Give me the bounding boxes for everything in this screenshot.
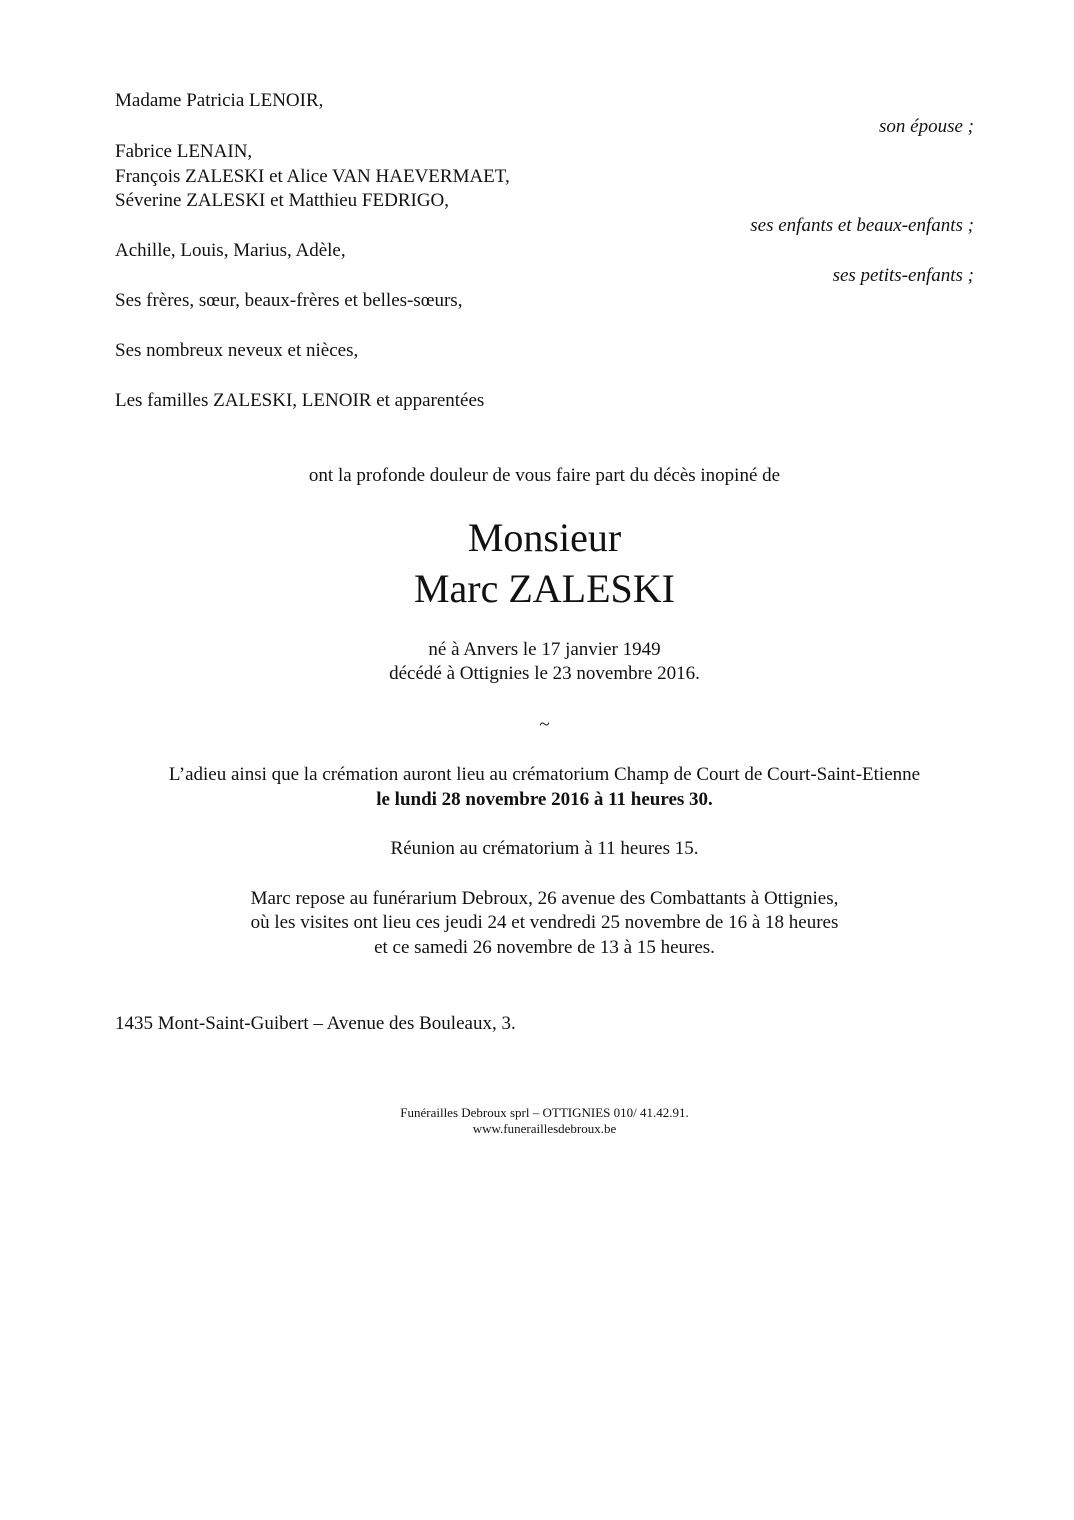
- visit-line: Marc repose au funérarium Debroux, 26 avenue des Combattants à Ottignies,: [250, 888, 839, 909]
- children-role: ses enfants et beaux-enfants ;: [750, 215, 974, 236]
- visit-line: et ce samedi 26 novembre de 13 à 15 heures.: [374, 937, 715, 958]
- spouse-role: son épouse ;: [879, 116, 974, 137]
- nephews-line: Ses nombreux neveux et nièces,: [115, 340, 359, 361]
- deceased-name: Marc ZALESKI: [413, 566, 676, 611]
- siblings-line: Ses frères, sœur, beaux-frères et belles-sœurs,: [115, 290, 463, 311]
- footer-company: Funérailles Debroux sprl – OTTIGNIES 010/ 41.42.91.: [400, 1105, 689, 1120]
- birth-line: né à Anvers le 17 janvier 1949: [428, 639, 661, 660]
- grandchildren-names: Achille, Louis, Marius, Adèle,: [115, 240, 346, 261]
- child-line: Séverine ZALESKI et Matthieu FEDRIGO,: [115, 190, 450, 211]
- meeting-line: Réunion au crématorium à 11 heures 15.: [390, 838, 699, 859]
- child-line: Fabrice LENAIN,: [115, 141, 253, 162]
- grandchildren-role: ses petits-enfants ;: [832, 265, 974, 286]
- ceremony-line: L’adieu ainsi que la crémation auront lieu au crématorium Champ de Court de Court-Saint-Etienne: [168, 764, 921, 785]
- families-line: Les familles ZALESKI, LENOIR et apparentées: [115, 390, 485, 411]
- spouse-name: Madame Patricia LENOIR,: [115, 90, 324, 111]
- child-line: François ZALESKI et Alice VAN HAEVERMAET,: [115, 166, 510, 187]
- announcement-intro: ont la profonde douleur de vous faire part du décès inopiné de: [308, 465, 781, 486]
- ceremony-date: le lundi 28 novembre 2016 à 11 heures 30.: [376, 789, 713, 810]
- footer-website: www.funeraillesdebroux.be: [472, 1121, 617, 1136]
- separator-tilde: ~: [539, 714, 550, 735]
- visit-line: où les visites ont lieu ces jeudi 24 et vendredi 25 novembre de 16 à 18 heures: [250, 912, 839, 933]
- deceased-title: Monsieur: [467, 515, 622, 560]
- family-address: 1435 Mont-Saint-Guibert – Avenue des Bouleaux, 3.: [115, 1013, 516, 1034]
- death-line: décédé à Ottignies le 23 novembre 2016.: [389, 663, 700, 684]
